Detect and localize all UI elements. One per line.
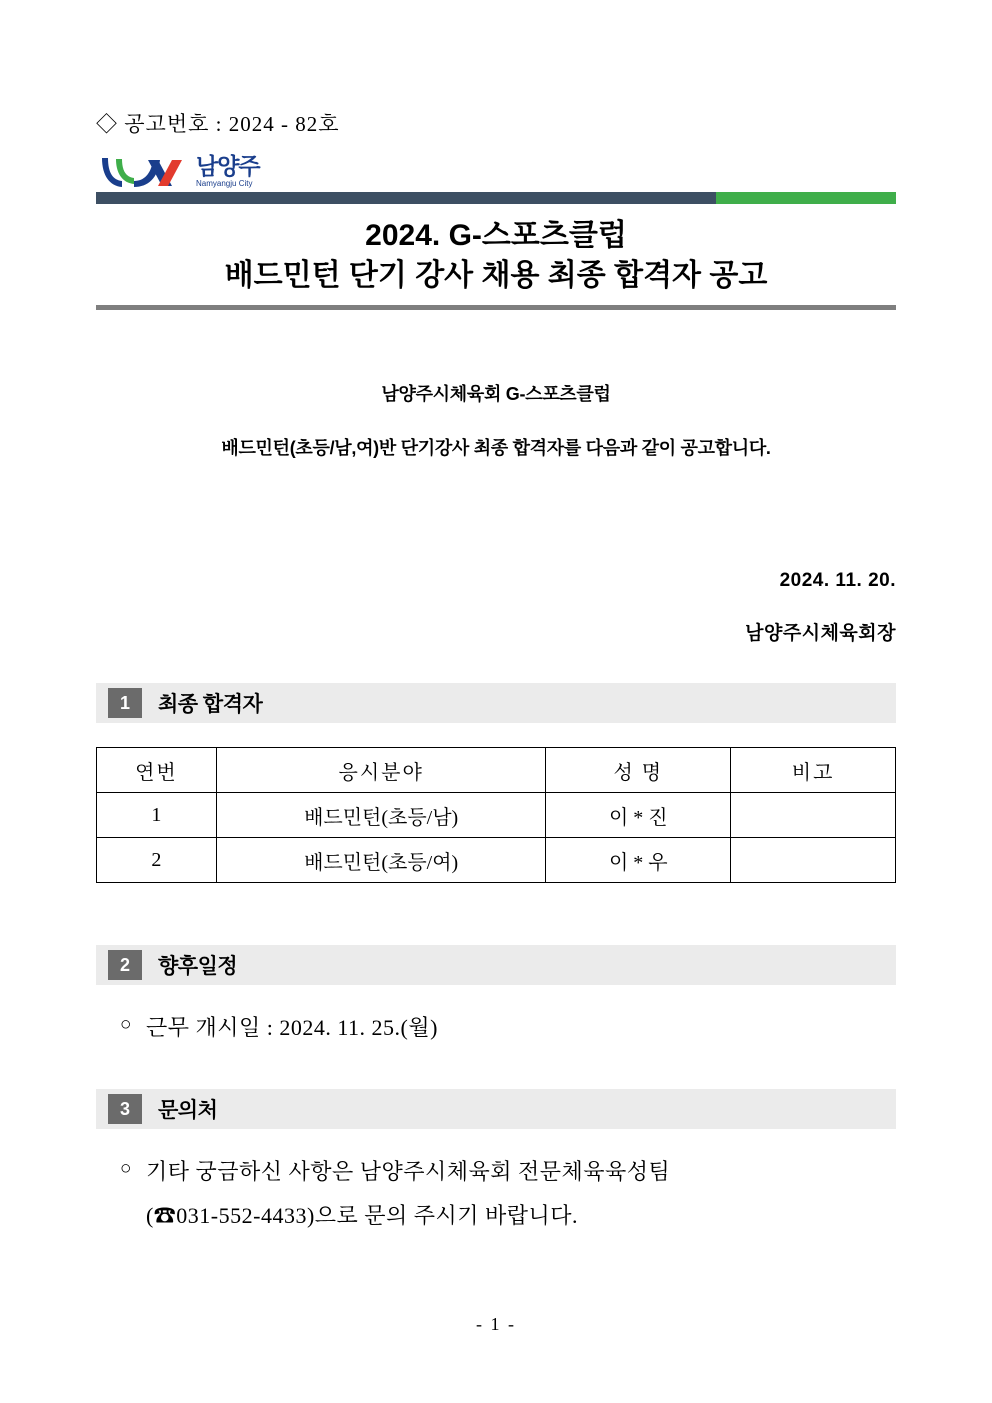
column-header-field: 응시분야	[216, 748, 546, 793]
column-header-name: 성 명	[546, 748, 731, 793]
notice-date: 2024. 11. 20.	[779, 570, 896, 592]
table-row	[97, 838, 896, 883]
table-header-row	[97, 748, 896, 793]
section-heading-2	[96, 945, 896, 985]
bullet-circle-icon: ○	[120, 1014, 132, 1036]
page-title-line1: 2024. G-스포츠클럽	[365, 219, 627, 252]
namyangju-city-logo-icon	[96, 154, 188, 190]
page-title	[96, 204, 896, 305]
logo-kr-name: 남양주	[196, 153, 260, 179]
schedule-item	[96, 1011, 896, 1045]
table-row	[97, 793, 896, 838]
cell-no: 1	[97, 793, 217, 838]
sign-block	[96, 570, 896, 645]
logo-wordmark	[196, 155, 260, 190]
title-divider	[96, 305, 896, 310]
section-label-1: 최종 합격자	[158, 693, 263, 717]
intro-line1: 남양주시체육회 G-스포츠클럽	[381, 384, 611, 405]
intro-text	[96, 380, 896, 460]
cell-name: 이 * 우	[546, 838, 731, 883]
cell-name: 이 * 진	[546, 793, 731, 838]
cell-remark	[731, 793, 896, 838]
notice-number: ◇ 공고번호 : 2024 - 82호	[96, 112, 340, 136]
column-header-remark: 비고	[731, 748, 896, 793]
cell-no: 2	[97, 838, 217, 883]
section-label-2: 향후일정	[158, 955, 238, 979]
intro-line2: 배드민턴(초등/남,여)반 단기강사 최종 합격자를 다음과 같이 공고합니다.	[221, 438, 771, 459]
column-header-no: 연번	[97, 748, 217, 793]
contact-line2: (☎031-552-4433)으로 문의 주시기 바랍니다.	[145, 1203, 579, 1229]
section-number-2: 2	[108, 950, 142, 980]
section-number-1: 1	[108, 688, 142, 718]
cell-field: 배드민턴(초등/여)	[216, 838, 546, 883]
cell-remark	[731, 838, 896, 883]
notice-signer: 남양주시체육회장	[745, 623, 896, 645]
section-heading-1	[96, 683, 896, 723]
page-title-line2: 배드민턴 단기 강사 채용 최종 합격자 공고	[224, 258, 768, 292]
city-logo	[96, 148, 896, 190]
title-color-band	[96, 192, 896, 204]
contact-text	[146, 1155, 670, 1233]
logo-en-name: Namyangju City	[196, 179, 253, 188]
final-result-table	[96, 747, 896, 883]
band-navy-segment	[96, 192, 716, 204]
contact-item	[96, 1155, 896, 1233]
section-heading-3	[96, 1089, 896, 1129]
band-green-segment	[716, 192, 896, 204]
section-number-3: 3	[108, 1094, 142, 1124]
cell-field: 배드민턴(초등/남)	[216, 793, 546, 838]
contact-line1: 기타 궁금하신 사항은 남양주시체육회 전문체육육성팀	[145, 1159, 671, 1185]
schedule-text: 근무 개시일 : 2024. 11. 25.(월)	[145, 1015, 438, 1041]
page-number: - 1 -	[476, 1314, 516, 1334]
bullet-circle-icon: ○	[120, 1158, 132, 1180]
section-label-3: 문의처	[158, 1099, 218, 1123]
